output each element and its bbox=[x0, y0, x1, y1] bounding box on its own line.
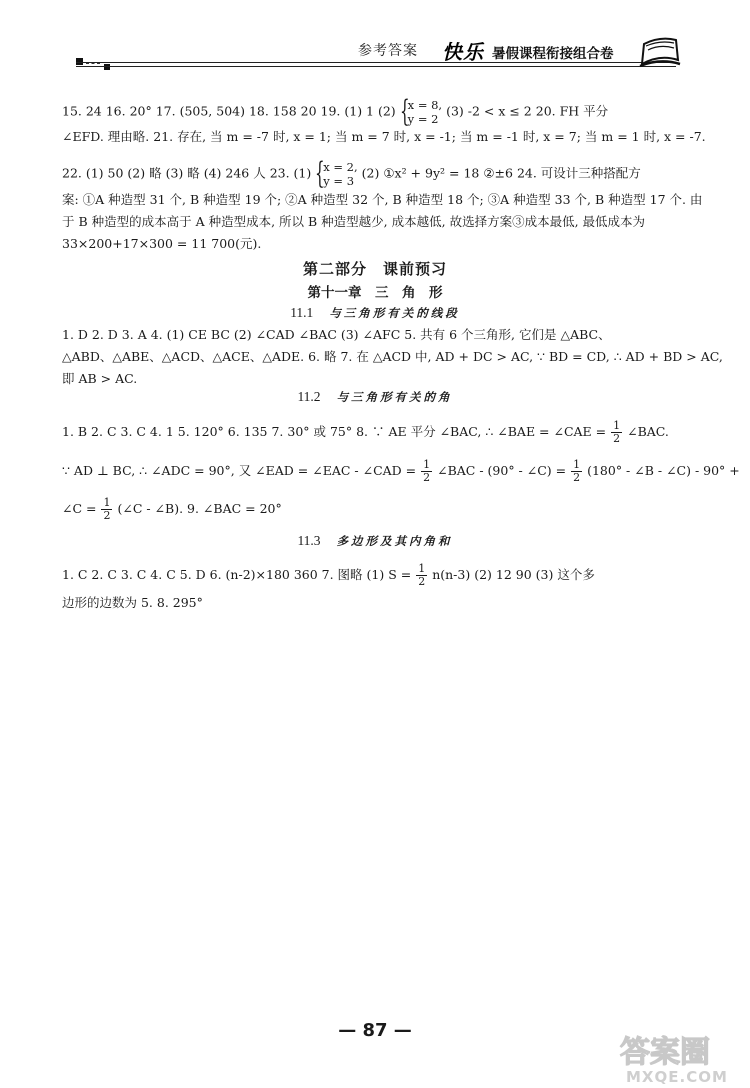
answer-line: ∠EFD. 理由略. 21. 存在, 当 m = -7 时, x = 1; 当 m = 7 时, x = -1; 当 m = -1 时, x = 7; 当 m = 1 时, x = -7. bbox=[62, 129, 706, 144]
answer-text: 1. B 2. C 3. C 4. 1 5. 120° 6. 135 7. 30° 或 75° 8. ∵ AE 平分 ∠BAC, ∴ ∠BAE = ∠CAE = bbox=[62, 424, 607, 439]
header-square-mark bbox=[104, 64, 110, 70]
equation-system: { x = 2, y = 3 bbox=[315, 156, 358, 191]
denominator: 2 bbox=[613, 432, 621, 445]
answer-line: 1. D 2. D 3. A 4. (1) CE BC (2) ∠CAD ∠BAC (3) ∠AFC 5. 共有 6 个三角形, 它们是 △ABC、 bbox=[62, 327, 611, 342]
fraction-one-half bbox=[416, 563, 427, 588]
numerator: 1 bbox=[613, 419, 621, 432]
answer-line: 即 AB > AC. bbox=[62, 371, 138, 386]
header-brand: 快乐 bbox=[442, 40, 484, 64]
fraction-one-half bbox=[571, 459, 582, 484]
answer-line bbox=[62, 497, 282, 522]
answer-text: (180° - ∠B - ∠C) - 90° + bbox=[587, 463, 740, 478]
answer-line: 案: ①A 种造型 31 个, B 种造型 19 个; ②A 种造型 32 个, B 种造型 18 个; ③A 种造型 33 个, B 种造型 17 个. 由 bbox=[62, 192, 703, 207]
section-heading bbox=[0, 389, 750, 405]
equation-system: { x = 8, y = 2 bbox=[399, 94, 443, 129]
fraction-one-half bbox=[421, 459, 432, 484]
section-number: 11.2 bbox=[297, 389, 321, 404]
section-heading bbox=[0, 533, 750, 549]
header-answer-label: 参考答案 bbox=[358, 43, 418, 59]
answer-line: 33×200+17×300 = 11 700(元). bbox=[62, 236, 262, 251]
answer-text: 1. C 2. C 3. C 4. C 5. D 6. (n-2)×180 360 7. 图略 (1) S = bbox=[62, 567, 412, 582]
answer-text: ∠BAC. bbox=[627, 424, 669, 439]
answer-line bbox=[62, 156, 641, 191]
denominator: 2 bbox=[418, 575, 426, 588]
answer-text: ∠BAC - (90° - ∠C) = bbox=[437, 463, 567, 478]
denominator: 2 bbox=[103, 509, 111, 522]
answer-text: (∠C - ∠B). 9. ∠BAC = 20° bbox=[117, 501, 282, 516]
watermark-logo bbox=[612, 1030, 742, 1086]
answer-text: n(n-3) (2) 12 90 (3) 这个多 bbox=[432, 567, 595, 582]
equation: x = 8, bbox=[407, 98, 443, 112]
section-heading bbox=[0, 305, 750, 321]
denominator: 2 bbox=[573, 471, 581, 484]
answer-line bbox=[62, 94, 609, 129]
answer-text: 15. 24 16. 20° 17. (505, 504) 18. 158 20 19. (1) 1 (2) bbox=[62, 103, 396, 119]
answer-text: (3) -2 < x ≤ 2 20. FH 平分 bbox=[446, 103, 609, 119]
equation: y = 3 bbox=[323, 174, 355, 188]
answer-line bbox=[62, 420, 669, 445]
book-logo-icon bbox=[638, 34, 682, 70]
answer-line: △ABD、△ABE、△ACD、△ACE、△ADE. 6. 略 7. 在 △ACD 中, AD + DC > AC, ∵ BD = CD, ∴ AD + BD > AC, bbox=[62, 349, 723, 364]
answer-text: ∠C = bbox=[62, 501, 97, 516]
section-title: 与三角形有关的线段 bbox=[329, 306, 460, 320]
fraction-one-half bbox=[101, 497, 112, 522]
running-header bbox=[70, 36, 680, 80]
numerator: 1 bbox=[418, 562, 426, 575]
header-rule bbox=[76, 66, 676, 67]
header-rule bbox=[76, 62, 676, 63]
part-title: 第二部分 课前预习 bbox=[302, 260, 447, 278]
page-number: — 87 — bbox=[338, 1020, 412, 1041]
answer-line: 于 B 种造型的成本高于 A 种造型成本, 所以 B 种造型越少, 成本越低, 故选择方案③成本最低, 最低成本为 bbox=[62, 214, 646, 229]
header-series-title: 暑假课程衔接组合卷 bbox=[492, 46, 614, 62]
watermark-url: MXQE.COM bbox=[626, 1068, 728, 1086]
section-number: 11.3 bbox=[297, 533, 321, 548]
section-number: 11.1 bbox=[290, 305, 314, 320]
numerator: 1 bbox=[103, 496, 111, 509]
answer-line bbox=[62, 459, 740, 484]
numerator: 1 bbox=[573, 458, 581, 471]
answer-text: ∵ AD ⊥ BC, ∴ ∠ADC = 90°, 又 ∠EAD = ∠EAC - ∠CAD = bbox=[62, 463, 417, 478]
answer-text: 22. (1) 50 (2) 略 (3) 略 (4) 246 人 23. (1) bbox=[62, 165, 312, 181]
watermark-text: 答案圈 bbox=[620, 1035, 710, 1070]
header-dash bbox=[86, 63, 100, 65]
fraction-one-half bbox=[611, 420, 622, 445]
denominator: 2 bbox=[423, 471, 431, 484]
chapter-title: 第十一章 三 角 形 bbox=[307, 285, 443, 301]
answer-line: 边形的边数为 5. 8. 295° bbox=[62, 595, 203, 610]
equation: y = 2 bbox=[407, 112, 439, 126]
numerator: 1 bbox=[423, 458, 431, 471]
section-title: 多边形及其内角和 bbox=[336, 534, 453, 548]
equation: x = 2, bbox=[323, 160, 358, 174]
answer-line bbox=[62, 563, 595, 588]
section-title: 与三角形有关的角 bbox=[336, 390, 453, 404]
answer-text: (2) ①x² + 9y² = 18 ②±6 24. 可设计三种搭配方 bbox=[361, 165, 641, 181]
